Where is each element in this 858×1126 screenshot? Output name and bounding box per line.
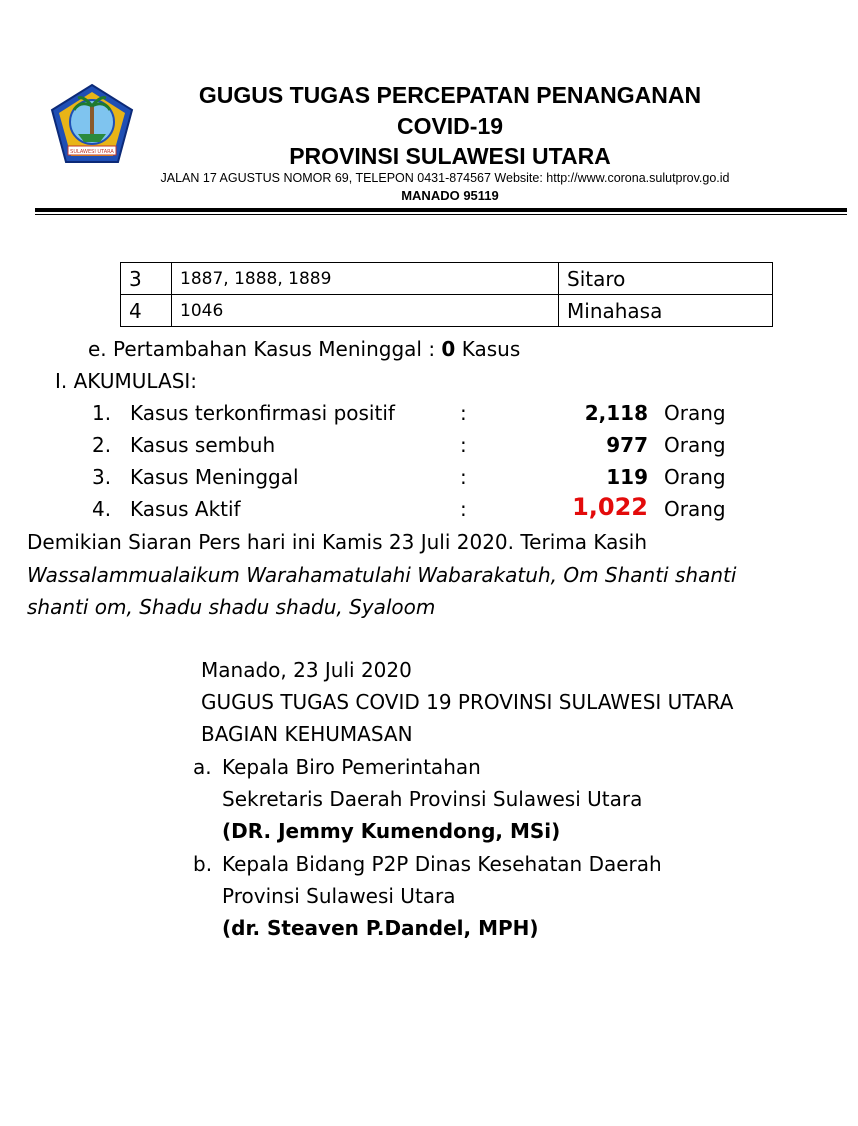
greeting-line-2: shanti om, Shadu shadu shadu, Syaloom [27, 595, 436, 619]
accum-item-unit: Orang [664, 497, 726, 521]
accum-item-label: Kasus Aktif [130, 497, 241, 521]
signatory-a-label: a. [193, 755, 212, 779]
accum-item-colon: : [460, 465, 467, 489]
accum-item-colon: : [460, 401, 467, 425]
accum-item-unit: Orang [664, 433, 726, 457]
signatory-b-title-1: Kepala Bidang P2P Dinas Kesehatan Daerah [222, 852, 662, 876]
title-line-2: COVID-19 [396, 113, 504, 139]
accum-item-no: 1. [92, 401, 112, 425]
row-number: 4 [121, 295, 172, 327]
accum-item-label: Kasus Meninggal [130, 465, 299, 489]
title-line-1: GUGUS TUGAS PERCEPATAN PENANGANAN [198, 82, 702, 108]
signatory-a-title-2: Sekretaris Daerah Provinsi Sulawesi Utara [222, 787, 643, 811]
city-line: MANADO 95119 [401, 188, 499, 203]
signatory-b-label: b. [193, 852, 213, 876]
closing-line: Demikian Siaran Pers hari ini Kamis 23 Juli 2020. Terima Kasih [27, 530, 648, 554]
header-rule-thick [35, 208, 847, 212]
accum-item-label: Kasus sembuh [130, 433, 276, 457]
accum-item-no: 2. [92, 433, 112, 457]
region: Sitaro [559, 263, 773, 295]
header-rule-thin [35, 214, 847, 215]
province-logo [48, 82, 136, 166]
active-cases-value: 1,022 [572, 493, 648, 521]
accum-item-unit: Orang [664, 401, 726, 425]
accum-item-value: 2,118 [584, 401, 648, 425]
accum-item-no: 3. [92, 465, 112, 489]
signatory-b-name: (dr. Steaven P.Dandel, MPH) [222, 916, 539, 940]
deaths-added-unit: Kasus [461, 337, 521, 361]
deaths-added-label: e. Pertambahan Kasus Meninggal : [88, 337, 436, 361]
signatory-b-title-2: Provinsi Sulawesi Utara [222, 884, 456, 908]
deaths-added-value: 0 [441, 337, 456, 361]
deaths-added-line [88, 337, 520, 361]
accum-item-unit: Orang [664, 465, 726, 489]
accum-item-value: 119 [606, 465, 648, 489]
cases-table [120, 262, 773, 327]
case-ids: 1046 [172, 295, 559, 327]
accum-item-value: 977 [606, 433, 648, 457]
address-line: JALAN 17 AGUSTUS NOMOR 69, TELEPON 0431-874567 Website: http://www.corona.sulutprov.go.id [160, 171, 730, 185]
accum-item-colon: : [460, 433, 467, 457]
row-number: 3 [121, 263, 172, 295]
accum-item-no: 4. [92, 497, 112, 521]
signature-dept: BAGIAN KEHUMASAN [201, 722, 413, 746]
place-date: Manado, 23 Juli 2020 [201, 658, 412, 682]
svg-text:SULAWESI UTARA: SULAWESI UTARA [70, 149, 114, 155]
signature-org: GUGUS TUGAS COVID 19 PROVINSI SULAWESI UTARA [201, 690, 734, 714]
accum-item-label: Kasus terkonfirmasi positif [130, 401, 395, 425]
signatory-a-title-1: Kepala Biro Pemerintahan [222, 755, 481, 779]
table-row [121, 263, 773, 295]
title-line-3: PROVINSI SULAWESI UTARA [289, 143, 611, 169]
accumulation-heading: I. AKUMULASI: [55, 369, 198, 393]
case-ids: 1887, 1888, 1889 [172, 263, 559, 295]
greeting-line-1: Wassalammualaikum Warahamatulahi Wabarakatuh, Om Shanti shanti [27, 563, 737, 587]
table-row [121, 295, 773, 327]
accum-item-colon: : [460, 497, 467, 521]
region: Minahasa [559, 295, 773, 327]
signatory-a-name: (DR. Jemmy Kumendong, MSi) [222, 819, 561, 843]
